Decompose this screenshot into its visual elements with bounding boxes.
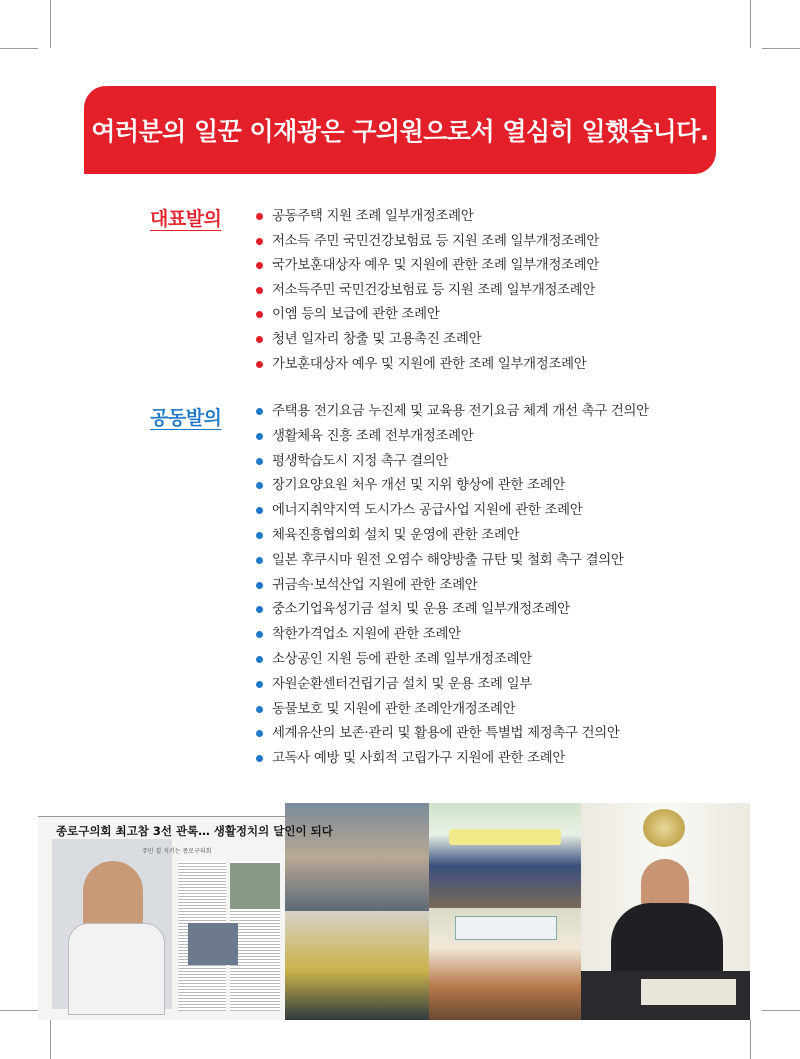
list-item: 에너지취약지역 도시가스 공급사업 지원에 관한 조례안	[256, 498, 649, 523]
crop-mark	[50, 0, 51, 48]
list-item: 공동주택 지원 조례 일부개정조례안	[256, 204, 599, 229]
desk-plate	[641, 979, 736, 1005]
list-item: 자원순환센터건립기금 설치 및 운용 조례 일부	[256, 672, 649, 697]
bullet-dot	[256, 311, 263, 318]
bullet-dot	[256, 213, 263, 220]
photo-community-meeting	[285, 803, 429, 911]
list-item: 고독사 예방 및 사회적 고립가구 지원에 관한 조례안	[256, 746, 649, 771]
list-item: 저소득 주민 국민건강보험료 등 지원 조례 일부개정조례안	[256, 229, 599, 254]
headline-banner	[84, 86, 716, 174]
crop-mark	[50, 1020, 51, 1059]
cosponsored-section-title: 공동발의	[150, 407, 222, 429]
newspaper-clipping	[38, 803, 333, 1020]
list-item: 귀금속·보석산업 지원에 관한 조례안	[256, 573, 649, 598]
event-banner	[455, 916, 557, 940]
newspaper-masthead	[38, 803, 285, 817]
bullet-dot	[256, 458, 263, 465]
list-item: 일본 후쿠시마 원전 오염수 해양방출 규탄 및 철회 촉구 결의안	[256, 548, 649, 573]
crop-mark	[750, 1020, 751, 1059]
newspaper-photo	[188, 923, 238, 965]
crop-mark	[762, 48, 800, 49]
bullet-dot	[256, 238, 263, 245]
list-item: 평생학습도시 지정 촉구 결의안	[256, 449, 649, 474]
crop-mark	[762, 1010, 800, 1011]
list-item: 이엠 등의 보급에 관한 조례안	[256, 302, 599, 327]
bullet-dot	[256, 361, 263, 368]
bullet-dot	[256, 730, 263, 737]
crop-mark	[750, 0, 751, 48]
representative-bill-list	[256, 204, 599, 376]
event-banner	[449, 829, 561, 845]
council-emblem-icon	[643, 809, 685, 847]
bullet-dot	[256, 557, 263, 564]
bullet-dot	[256, 262, 263, 269]
bullet-dot	[256, 681, 263, 688]
bullet-dot	[256, 706, 263, 713]
list-item: 장기요양요원 처우 개선 및 지위 향상에 관한 조례안	[256, 473, 649, 498]
bullet-dot	[256, 507, 263, 514]
list-item: 소상공인 지원 등에 관한 조례 일부개정조례안	[256, 647, 649, 672]
list-item: 가보훈대상자 예우 및 지원에 관한 조례 일부개정조례안	[256, 352, 599, 377]
bullet-dot	[256, 408, 263, 415]
bullet-dot	[256, 433, 263, 440]
bullet-dot	[256, 755, 263, 762]
photo-strip	[38, 803, 750, 1020]
newspaper-headline: 종로구의회 최고참 3선 관록… 생활정치의 달인이 되다	[56, 824, 333, 838]
banner-title: 여러분의 일꾼 이재광은 구의원으로서 열심히 일했습니다.	[91, 117, 709, 146]
representative-section-title: 대표발의	[150, 208, 222, 230]
photo-table-tennis-event	[429, 803, 581, 908]
list-item: 세계유산의 보존·관리 및 활용에 관한 특별법 제정촉구 건의안	[256, 721, 649, 746]
cosponsored-bill-list	[256, 399, 649, 771]
bullet-dot	[256, 336, 263, 343]
bullet-dot	[256, 532, 263, 539]
newspaper-photo	[230, 863, 280, 909]
bullet-dot	[256, 582, 263, 589]
photo-column-events	[429, 803, 581, 1020]
bullet-dot	[256, 606, 263, 613]
list-item: 주택용 전기요금 누진제 및 교육용 전기요금 체계 개선 촉구 건의안	[256, 399, 649, 424]
list-item: 체육진흥협의회 설치 및 운영에 관한 조례안	[256, 523, 649, 548]
bullet-dot	[256, 482, 263, 489]
list-item: 생활체육 진흥 조례 전부개정조례안	[256, 424, 649, 449]
photo-council-chamber	[581, 803, 750, 1020]
list-item: 저소득주민 국민건강보험료 등 지원 조례 일부개정조례안	[256, 278, 599, 303]
list-item: 국가보훈대상자 예우 및 지원에 관한 조례 일부개정조례안	[256, 253, 599, 278]
list-item: 동물보호 및 지원에 관한 조례안개정조례안	[256, 697, 649, 722]
crop-mark	[0, 1010, 38, 1011]
list-item: 청년 일자리 창출 및 고용촉진 조례안	[256, 327, 599, 352]
portrait-person	[83, 861, 143, 931]
crop-mark	[0, 48, 38, 49]
photo-kimchi-event	[429, 908, 581, 1020]
bullet-dot	[256, 656, 263, 663]
newspaper-subhead: 주민 곁 지키는 종로구의회	[142, 848, 212, 855]
list-item: 중소기업육성기금 설치 및 운용 조례 일부개정조례안	[256, 597, 649, 622]
photo-councilor-desk	[285, 911, 429, 1020]
bullet-dot	[256, 631, 263, 638]
bullet-dot	[256, 287, 263, 294]
portrait-vest	[68, 923, 165, 1015]
list-item: 착한가격업소 지원에 관한 조례안	[256, 622, 649, 647]
